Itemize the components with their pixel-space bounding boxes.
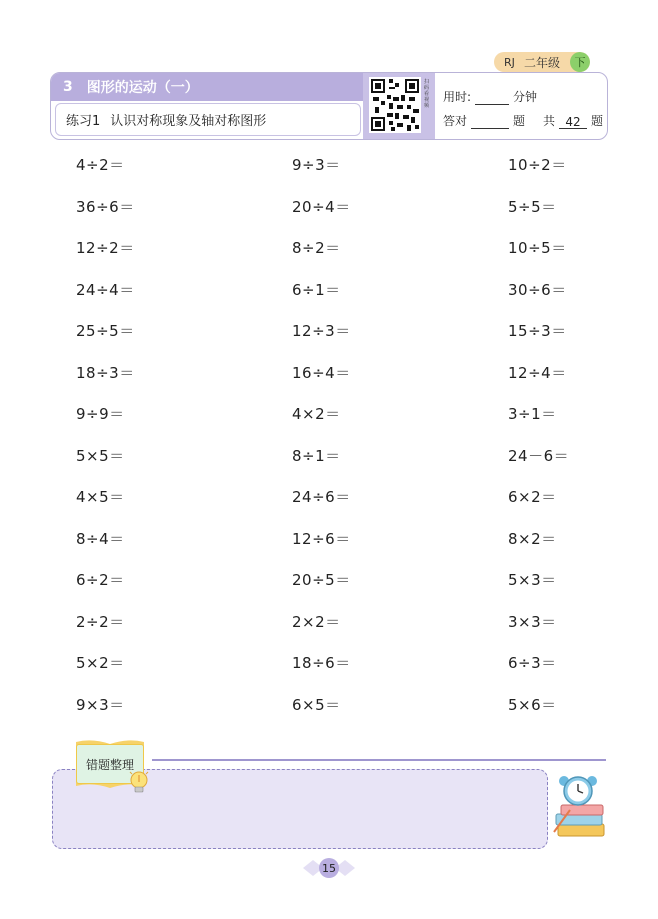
problem-row — [0, 403, 658, 427]
problem-row — [0, 196, 658, 220]
problem: 2÷2＝ — [76, 613, 125, 631]
problem: 30÷6＝ — [508, 281, 567, 299]
time-label: 用时: — [443, 90, 472, 104]
correct-blank[interactable] — [471, 115, 509, 129]
alarm-clock-books-icon — [552, 772, 608, 840]
problem-row — [0, 528, 658, 552]
problem-row — [0, 611, 658, 635]
problem: 6×5＝ — [292, 696, 341, 714]
problem: 20÷5＝ — [292, 571, 351, 589]
problem: 18÷6＝ — [292, 654, 351, 672]
problem: 8÷2＝ — [292, 239, 341, 257]
total-label: 共 — [543, 114, 556, 128]
unit-number: 3 — [63, 79, 73, 95]
correct-label: 答对 — [443, 114, 468, 128]
section-divider — [152, 759, 606, 761]
lesson-title-box — [55, 103, 361, 136]
problem: 36÷6＝ — [76, 198, 135, 216]
problem: 9÷3＝ — [292, 156, 341, 174]
problem: 12÷6＝ — [292, 530, 351, 548]
correct-unit: 题 — [513, 114, 526, 128]
problem: 5×5＝ — [76, 447, 125, 465]
problem-row — [0, 486, 658, 510]
lesson-title: 认识对称现象及轴对称图形 — [110, 114, 267, 129]
page-number: 15 — [319, 858, 339, 878]
problem: 4×2＝ — [292, 405, 341, 423]
problem: 24÷4＝ — [76, 281, 135, 299]
problem: 5×3＝ — [508, 571, 557, 589]
problem-row — [0, 445, 658, 469]
problem-row — [0, 154, 658, 178]
score-fields — [443, 81, 603, 129]
problem: 2×2＝ — [292, 613, 341, 631]
qr-caption: 扫码看视频 — [424, 79, 430, 109]
problem: 6÷1＝ — [292, 281, 341, 299]
problem: 24÷6＝ — [292, 488, 351, 506]
problem-row — [0, 279, 658, 303]
score-row — [443, 105, 603, 129]
grade-label: 二年级 — [524, 55, 561, 70]
problem: 5÷5＝ — [508, 198, 557, 216]
total-unit: 题 — [591, 114, 604, 128]
total-count: 42 — [559, 115, 587, 129]
problem: 9÷9＝ — [76, 405, 125, 423]
problem: 3×3＝ — [508, 613, 557, 631]
problem: 10÷5＝ — [508, 239, 567, 257]
problem: 3÷1＝ — [508, 405, 557, 423]
time-row — [443, 81, 603, 105]
problem: 15÷3＝ — [508, 322, 567, 340]
problem: 12÷3＝ — [292, 322, 351, 340]
problem-row — [0, 362, 658, 386]
problem: 20÷4＝ — [292, 198, 351, 216]
unit-title-band — [51, 73, 363, 101]
problem: 4÷2＝ — [76, 156, 125, 174]
problem: 6÷2＝ — [76, 571, 125, 589]
unit-title: 图形的运动（一） — [86, 80, 199, 96]
lightbulb-icon — [128, 770, 150, 796]
problem-row — [0, 320, 658, 344]
problem: 10÷2＝ — [508, 156, 567, 174]
problem: 6×2＝ — [508, 488, 557, 506]
problem: 24－6＝ — [508, 447, 570, 465]
problem: 6÷3＝ — [508, 654, 557, 672]
time-blank[interactable] — [475, 91, 509, 105]
problem: 12÷4＝ — [508, 364, 567, 382]
problem: 5×2＝ — [76, 654, 125, 672]
problem-row — [0, 652, 658, 676]
problem-row — [0, 569, 658, 593]
problem: 8÷1＝ — [292, 447, 341, 465]
problem: 5×6＝ — [508, 696, 557, 714]
problem: 9×3＝ — [76, 696, 125, 714]
problem-row — [0, 237, 658, 261]
problem: 25÷5＝ — [76, 322, 135, 340]
problem: 8÷4＝ — [76, 530, 125, 548]
time-unit: 分钟 — [513, 90, 538, 104]
publisher-code: RJ — [504, 55, 515, 69]
problem: 18÷3＝ — [76, 364, 135, 382]
problem: 16÷4＝ — [292, 364, 351, 382]
problem-row — [0, 694, 658, 718]
page-number-badge — [303, 854, 355, 882]
problem: 4×5＝ — [76, 488, 125, 506]
grade-badge — [494, 52, 590, 72]
lesson-number: 练习1 — [66, 114, 101, 129]
semester-label: 下 — [570, 52, 590, 72]
problem: 8×2＝ — [508, 530, 557, 548]
worksheet-header — [50, 72, 608, 140]
qr-code-icon[interactable] — [369, 77, 421, 133]
mistake-title: 错题整理 — [76, 744, 144, 784]
problem: 12÷2＝ — [76, 239, 135, 257]
